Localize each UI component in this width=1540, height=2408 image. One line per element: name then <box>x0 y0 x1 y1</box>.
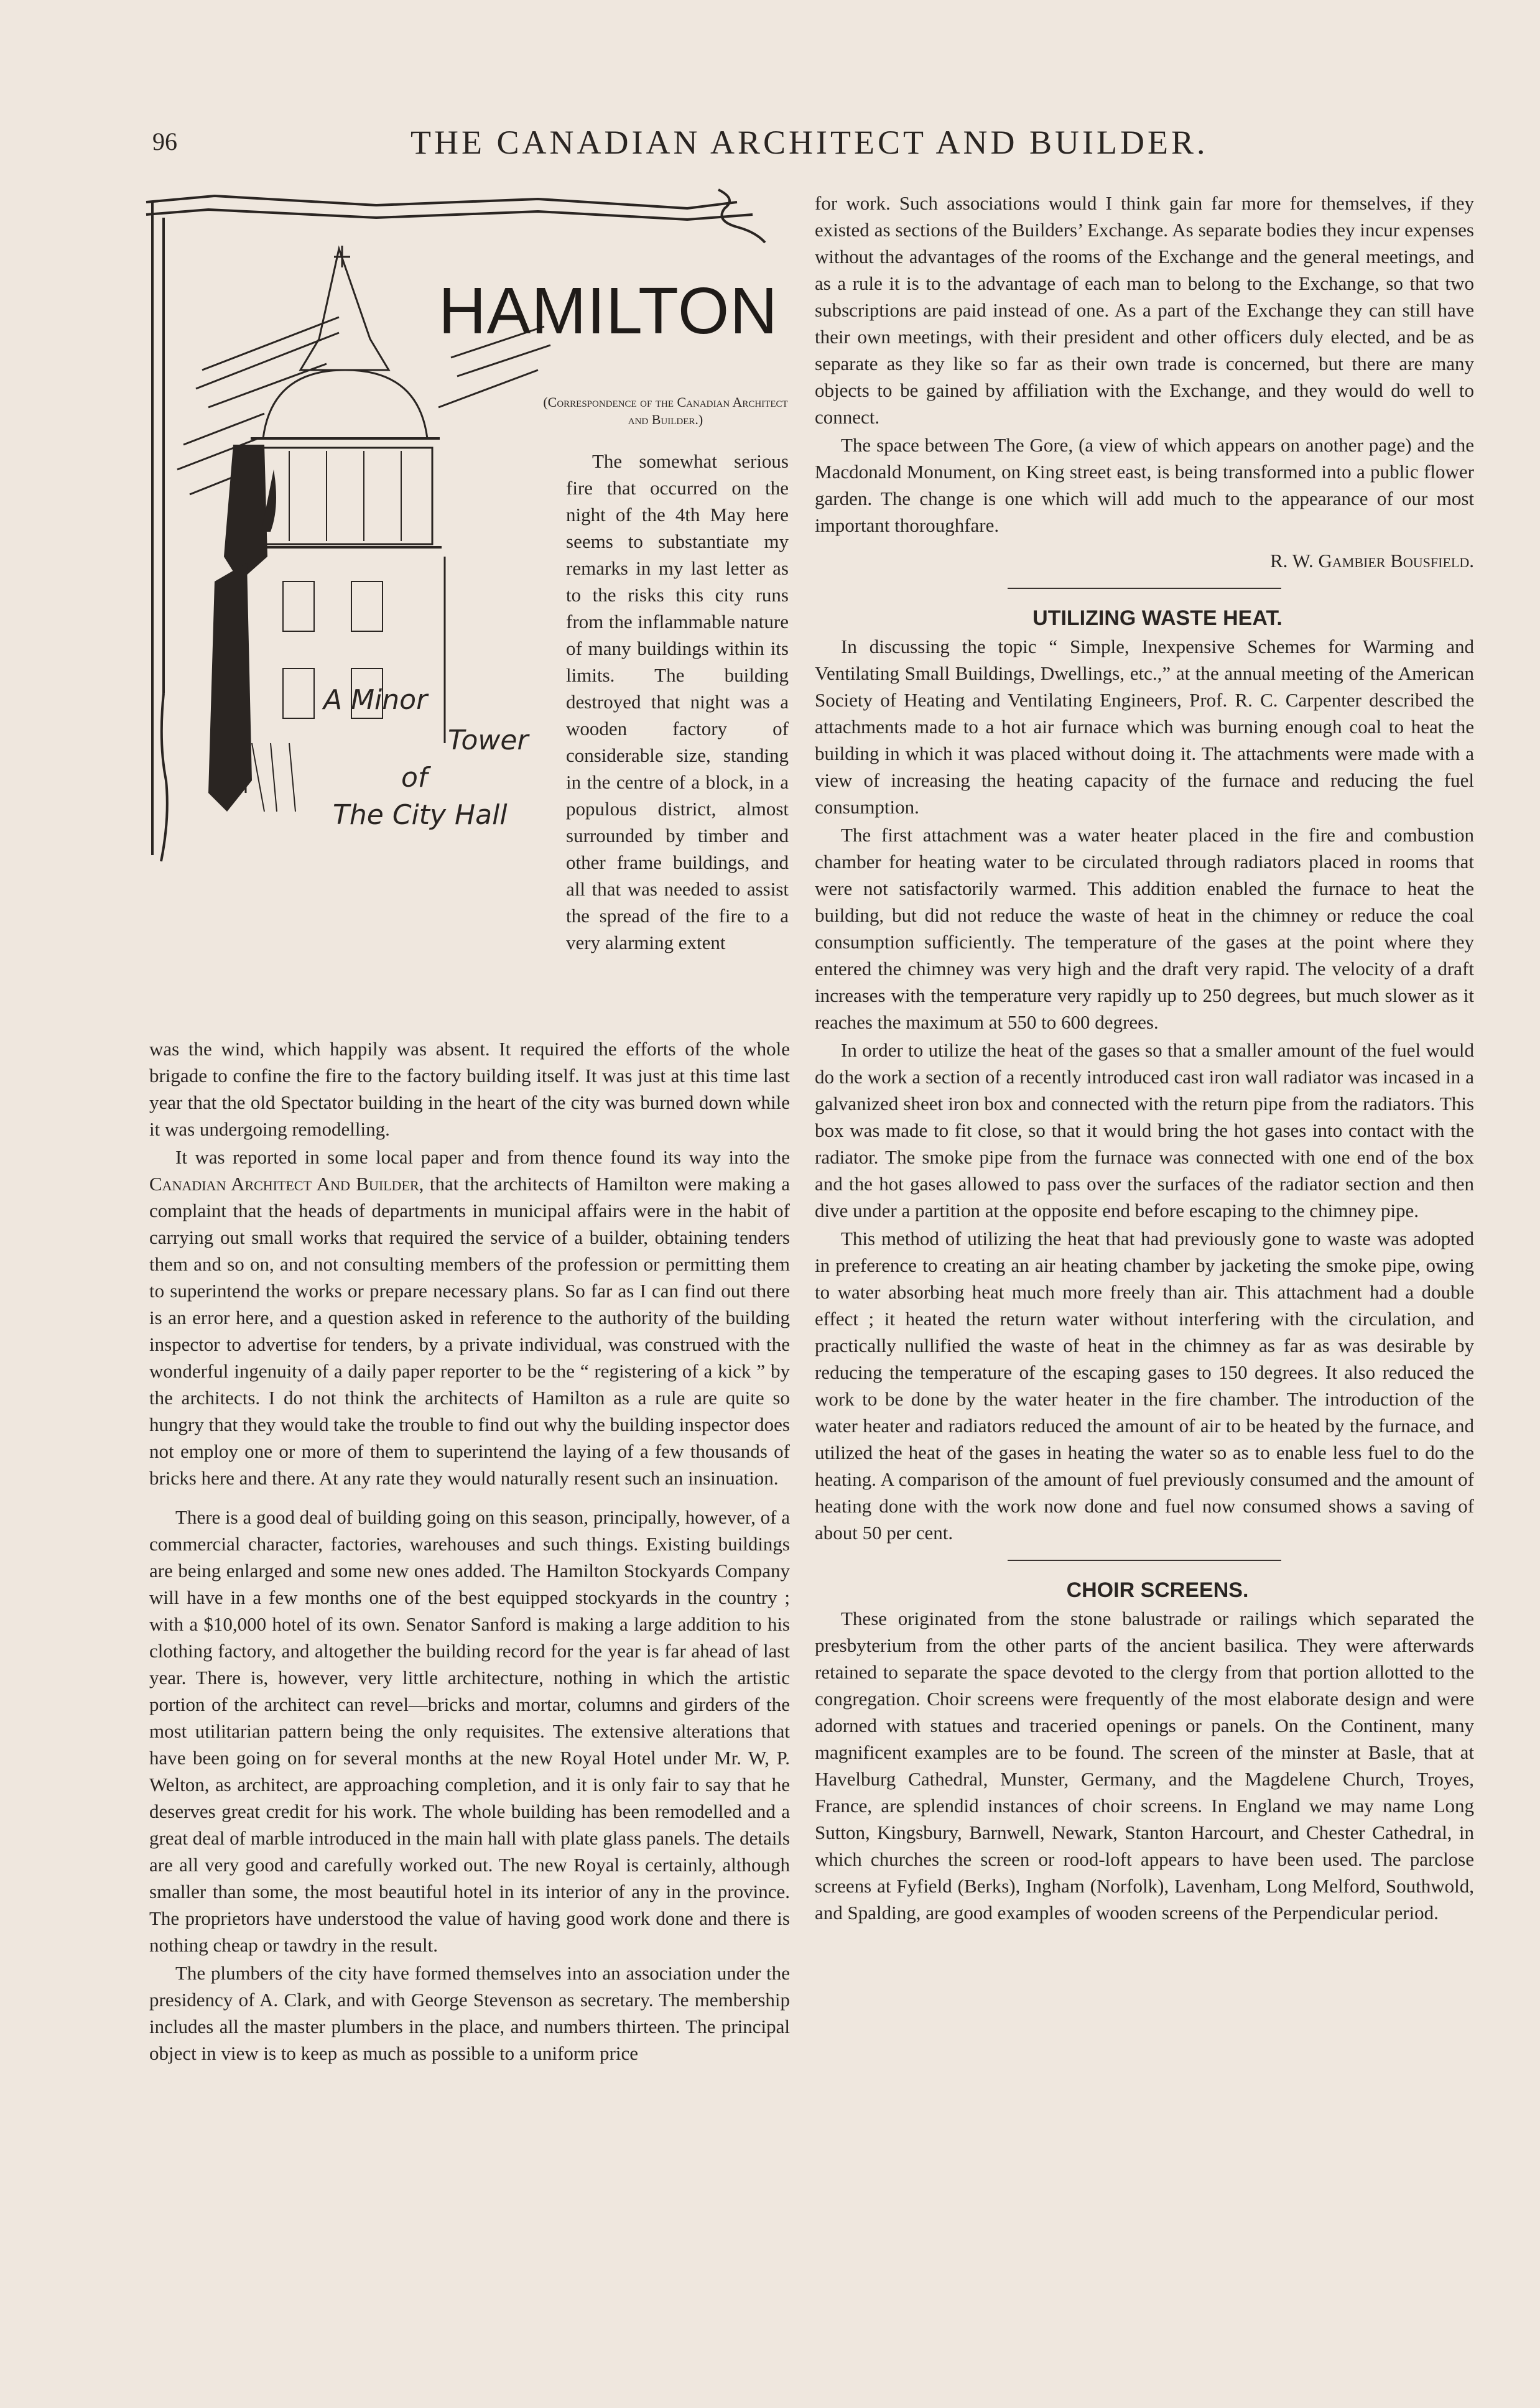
hamilton-letter-paragraph: for work. Such associations would I think gain far more for themselves, if they existed as sections of the Builders’ Exchange. As separate bodies they incur expenses without the advantages of the rooms of the Exchange and the general meetings, and as a rule it is to the advantage of each man to belong to the Exchange, so that two subscriptions are paid instead of one. As a part of the Exchange they can still have their own meetings, with their president and other officers duly elected, and be as separate as they like so far as their own trade is concerned, but there are many objects to be gained by affiliation with the Exchange, and they would do well to connect. <box>815 192 1474 428</box>
tower-caption-a-minor: A Minor <box>323 684 428 716</box>
waste-heat-paragraph: The first attachment was a water heater placed in the fire and combustion chamber for heating water to be circulated through radiators placed in rooms that were not satisfactorily warmed. This addition enabled the furnace to heat the building, but did not reduce the waste of heat in the chimney or reduce the coal consumption sufficiently. The temperature of the gases at the point where they entered the chimney was very high and the draft very rapid. The velocity of a draft increases with the temperature very rapidly up to 250 degrees, but much slower as it reaches the maximum at 550 to 600 degrees. <box>815 824 1474 1033</box>
choir-screens-paragraph: These originated from the stone balustrade or railings which separated the presbyterium from the other parts of the ancient basilica. They were afterwards retained to separate the space devoted to the clergy from that portion allotted to the congregation. Choir screens were frequently of the most elaborate design and were adorned with statues and traceried openings or panels. On the Continent, many magnificent examples are to be found. The screen of the minster at Basle, that at Havelburg Cathedral, Munster, Germany, and the Magdelene Church, Troyes, France, are splendid instances of choir screens. In England we may name Long Sutton, Kingsbury, Barnwell, Newark, Stanton Harcourt, and Chester Cathedral, in which churches the screen or rood-loft appears to have been used. The parclose screens at Fyfield (Berks), Ingham (Norfolk), Lavenham, Long Melford, Southwold, and Spalding, are good examples of wooden screens of the Perpendicular period. <box>815 1608 1474 1924</box>
author-signature: R. W. Gambier Bousfield. <box>1270 550 1474 572</box>
correspondence-credit: (Correspondence of the Canadian Architect and Builder.) <box>543 394 788 427</box>
hamilton-letter-opening <box>566 448 789 956</box>
hamilton-letter-paragraph: The plumbers of the city have formed themselves into an association under the presidency of A. Clark, and with George Stevenson as secretary. The membership includes all the master plumbers in the place, and numbers thirteen. The principal object in view is to keep as much as possible to a uniform price <box>149 1962 790 2064</box>
tower-caption-city-hall: The City Hall <box>333 799 508 831</box>
text-run: It was reported in some local paper and from thence found its way into the <box>175 1146 790 1168</box>
section-divider <box>1008 1560 1281 1561</box>
illustration-title: HAMILTON <box>438 274 778 348</box>
hamilton-letter-paragraph: The somewhat serious fire that occurred on the night of the 4th May here seems to substantiate my remarks in my last letter as to the risks this city runs from the inflammable nature of many buildings within its limits. The building destroyed that night was a wooden factory of considerable size, standing in the centre of a block, in a populous district, almost surrounded by timber and other frame buildings, and all that was needed to assist the spread of the fire to a very alarming extent <box>566 450 789 953</box>
waste-heat-paragraph: In order to utilize the heat of the gases so that a smaller amount of the fuel would do the work a section of a recently introduced cast iron wall radiator was incased in a galvanized sheet iron box and connected with the return pipe from the radiators. This box was made to fit close, so that it would bring the hot gases into contact with the radiator. The smoke pipe from the furnace was connected with one end of the box and the hot gases allowed to pass over the surfaces of the radiator section and then dive under a partition at the opposite end before escaping to the chimney pipe. <box>815 1039 1474 1221</box>
waste-heat-paragraph: In discussing the topic “ Simple, Inexpensive Schemes for Warming and Ventilating Small Buildings, Dwellings, etc.,” at the annual meeting of the American Society of Heating and Ventilating Engineers, Prof. R. C. Carpenter described the attachments made to a hot air furnace which was burning enough coal to heat the building in which it was placed without doing it. The attachments were made with a view of increasing the heating capacity of the furnace and reducing the fuel consumption. <box>815 636 1474 818</box>
page-number: 96 <box>152 127 177 155</box>
waste-heat-paragraph: This method of utilizing the heat that had previously gone to waste was adopted in preference to creating an air heating chamber by jacketing the smoke pipe, owing to water absorbing heat much more freely than air. This attachment had a double effect ; it heated the return water without interfering with the circulation, and practically nullified the waste of heat in the chimney as far as was desirable by reducing the temperature of the escaping gases to 150 degrees. It also reduced the work to be done by the water heater in the fire chamber. The introduction of the water heater and radiators reduced the amount of air to be heated by the furnace, and utilized the heat of the gases in heating the water so as to enable less fuel to do the heating. A comparison of the amount of fuel previously consumed and the amount of heating done with the work now done and fuel now consumed shows a saving of about 50 per cent. <box>815 1228 1474 1544</box>
text-run: , that the architects of Hamilton were making a complaint that the heads of departments in municipal affairs were in the habit of carrying out small works that required the service of a builder, obtaining tenders them and so on, and not consulting members of the profession or permitting them to superintend the works or prepare necessary plans. So far as I can find out there is an error here, and a question asked in reference to the authority of the building inspector to advertise for tenders, by a private individual, was construed with the wonderful ingenuity of a daily paper reporter to be the “ registering of a kick ” by the architects. I do not think the architects of Hamilton as a rule are quite so hungry that they would take the trouble to find out why the building inspector does not employ one or more of them to superintend the laying of a few thousands of bricks here and there. At any rate they would naturally resent such an insinuation. <box>149 1173 790 1489</box>
article-title-choir-screens: CHOIR SCREENS. <box>1066 1578 1249 1602</box>
publication-name: Canadian Architect And Builder <box>149 1173 419 1195</box>
page-header <box>0 123 1540 173</box>
running-title: THE CANADIAN ARCHITECT AND BUILDER. <box>411 124 1208 161</box>
hamilton-letter-paragraph: The space between The Gore, (a view of which appears on another page) and the Macdonald Monument, on King street east, is being transformed into a public flower garden. The change is one which will add much to the appearance of our most important thoroughfare. <box>815 434 1474 536</box>
section-divider <box>1008 588 1281 589</box>
article-title-waste-heat: UTILIZING WASTE HEAT. <box>1032 606 1283 630</box>
tower-caption-of: of <box>401 762 428 794</box>
hamilton-letter-paragraph: was the wind, which happily was absent. It required the efforts of the whole brigade to confine the fire to the factory building itself. It was just at this time last year that the old Spectator building in the heart of the city was burned down while it was undergoing remodelling. <box>149 1038 790 1140</box>
column-right <box>815 190 1474 1926</box>
tower-caption-tower: Tower <box>448 725 529 756</box>
hamilton-letter-paragraph <box>149 1144 790 1491</box>
hamilton-letter-paragraph: There is a good deal of building going on this season, principally, however, of a commercial character, factories, warehouses and such things. Existing buildings are being enlarged and some new ones added. The Hamilton Stockyards Company will have in a few months one of the best equipped stockyards in the country ; with a $10,000 hotel of its own. Senator Sanford is making a large addition to his clothing factory, and altogether the building record for the year is far ahead of last year. There is, however, very little architecture, nothing in which the artistic portion of the architect can revel—bricks and mortar, columns and girders of the most utilitarian pattern being the only requisites. The extensive alterations that have been going on for several months at the new Royal Hotel under Mr. W, P. Welton, as architect, are approaching completion, and it is only fair to say that he deserves great credit for his work. The whole building has been remodelled and a great deal of marble introduced in the main hall with plate glass panels. The details are all very good and carefully worked out. The new Royal is certainly, although smaller than some, the most beautiful hotel in its interior of any in the province. The proprietors have understood the value of having good work done and there is nothing cheap or tawdry in the result. <box>149 1506 790 1956</box>
column-left <box>149 1035 790 2067</box>
